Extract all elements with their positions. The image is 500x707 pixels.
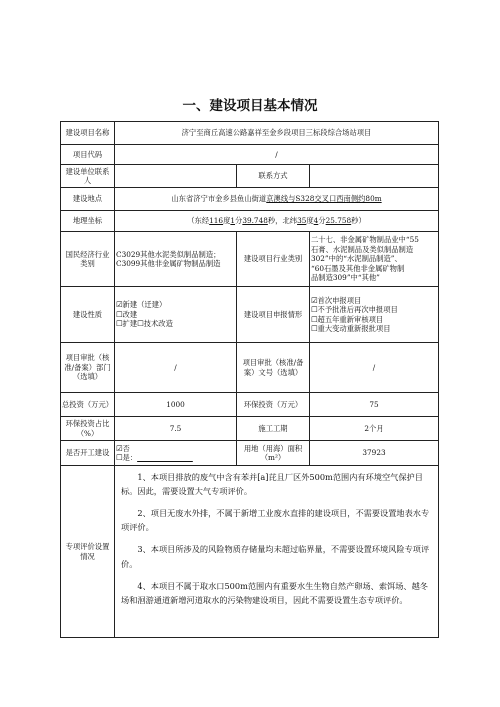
row-contact xyxy=(61,165,439,188)
contact-method-label: 联系方式 xyxy=(237,165,310,188)
industry-label: 国民经济行业类别 xyxy=(61,232,115,287)
industry-value xyxy=(115,232,237,287)
project-name-value: 济宁至商丘高速公路嘉祥至金乡段项目三标段综合场站项目 xyxy=(115,122,439,145)
started-option: ☑否 xyxy=(116,443,130,453)
coords-value xyxy=(115,211,439,232)
nature-options xyxy=(115,287,237,343)
contact-label: 建设单位联系人 xyxy=(61,165,115,188)
special-paragraph: 1、本项目排放的废气中含有苯并[a]芘且厂区外500m范围内有环境空气保护目标。因此，需要设置大气专项评价。 xyxy=(121,472,423,497)
land-area-value: 37923 xyxy=(310,441,439,466)
location-value xyxy=(115,188,439,211)
started-label: 是否开工建设 xyxy=(61,441,115,466)
location-label: 建设地点 xyxy=(61,188,115,211)
row-started xyxy=(61,441,439,466)
nature-option: ☐改建 xyxy=(116,309,138,319)
investment-value: 1000 xyxy=(115,393,237,417)
project-name-label: 建设项目名称 xyxy=(61,122,115,145)
env-investment-label: 环保投资（万元） xyxy=(237,393,310,417)
started-options xyxy=(115,441,237,466)
env-investment-value: 75 xyxy=(310,393,439,417)
lat-minute: 4 xyxy=(313,216,319,226)
special-label: 专项评价设置情况 xyxy=(61,466,115,638)
declare-option: ☐重大变动重新报批项目 xyxy=(311,323,391,333)
declare-option: ☐超五年重新审核项目 xyxy=(311,314,384,324)
declare-label: 建设项目申报情形 xyxy=(237,287,310,343)
coords-text: 分 xyxy=(235,216,243,226)
contact-method-value xyxy=(310,165,439,188)
coords-text: 度 xyxy=(306,216,314,226)
approval-doc-value: / xyxy=(310,343,439,393)
lon-minute: 1 xyxy=(230,216,236,226)
lon-degree: 116 xyxy=(209,216,224,226)
declare-option: ☐不予批准后再次申报项目 xyxy=(311,305,398,315)
started-option-text: ☐是： xyxy=(116,453,138,462)
industry-line: C3029其他水泥类似制品制造； xyxy=(116,249,221,259)
lon-second: 39.748 xyxy=(242,216,268,226)
ratio-label: 环保投资占比（%） xyxy=(61,417,115,441)
approval-dept-label: 项目审批（核准/备案）部门（选填） xyxy=(61,343,115,393)
page-title: 一、建设项目基本情况 xyxy=(182,98,318,114)
row-project-code xyxy=(61,145,439,165)
row-project-name xyxy=(61,122,439,145)
industry-line: C3099其他非金属矿物制品制造 xyxy=(116,259,221,268)
approval-dept-value: / xyxy=(115,343,237,393)
started-option xyxy=(116,453,235,462)
project-industry-line: “60石墨及其他非金属矿物制 xyxy=(311,263,405,273)
row-industry xyxy=(61,232,439,287)
ratio-value: 7.5 xyxy=(115,417,237,441)
project-industry-value xyxy=(310,232,439,287)
special-paragraph: 2、项目无废水外排，不属于新增工业废水直排的建设项目，不需要设置地表水专项评价。 xyxy=(121,508,430,533)
contact-value xyxy=(115,165,237,188)
coords-text: 秒） xyxy=(351,216,366,226)
coords-label: 地理坐标 xyxy=(61,211,115,232)
lat-degree: 35 xyxy=(297,216,307,226)
row-special xyxy=(61,466,439,638)
coords-text: （东经 xyxy=(187,216,210,226)
project-industry-line: 石膏、水泥制品及类似制品制造 xyxy=(311,244,414,254)
nature-label: 建设性质 xyxy=(61,287,115,343)
project-info-table xyxy=(60,121,439,638)
row-approval xyxy=(61,343,439,393)
nature-option: ☑新建（迁建） xyxy=(116,300,167,310)
project-industry-line: 302”中的“水泥制品制造”、 xyxy=(311,254,402,264)
declare-option: ☑首次申报项目 xyxy=(311,295,362,305)
special-content xyxy=(115,466,439,638)
land-area-label: 用地（用海）面积（m²） xyxy=(237,441,310,466)
project-industry-line: 二十七、非金属矿物制品业中“55 xyxy=(311,235,419,245)
special-paragraph: 3、本项目所涉及的风险物质存储量均未超过临界量，不需要设置环境风险专项评价。 xyxy=(121,544,430,569)
row-coords xyxy=(61,211,439,232)
row-location xyxy=(61,188,439,211)
project-code-label: 项目代码 xyxy=(61,145,115,165)
special-paragraph: 4、本项目不属于取水口500m范围内有重要水生生物自然产卵场、索饵场、越冬场和洄游通道新增河道取水的污染物建设项目，因此不需要设置生态专项评价。 xyxy=(121,580,428,605)
location-prefix: 山东省济宁市金乡县鱼山街道 xyxy=(171,194,267,204)
project-industry-line: 品制造309”中“其他” xyxy=(311,273,380,283)
row-ratio xyxy=(61,417,439,441)
row-nature xyxy=(61,287,439,343)
location-detail: 京澳线与S328交叉口西南侧约80m xyxy=(266,194,382,204)
started-blank xyxy=(137,453,193,462)
investment-label: 总投资（万元） xyxy=(61,393,115,417)
coords-text: 秒，北纬 xyxy=(267,216,298,226)
coords-text: 分 xyxy=(318,216,326,226)
duration-label: 施工工期 xyxy=(237,417,310,441)
coords-text: 度 xyxy=(223,216,231,226)
nature-option: ☐扩建☐技术改造 xyxy=(116,319,173,329)
project-code-value: / xyxy=(115,145,439,165)
approval-doc-label: 项目审批（核准/备案）文号（选填） xyxy=(237,343,310,393)
lat-second: 25.758 xyxy=(325,216,352,226)
row-investment xyxy=(61,393,439,417)
project-industry-label: 建设项目行业类别 xyxy=(237,232,310,287)
duration-value: 2个月 xyxy=(310,417,439,441)
declare-options xyxy=(310,287,439,343)
